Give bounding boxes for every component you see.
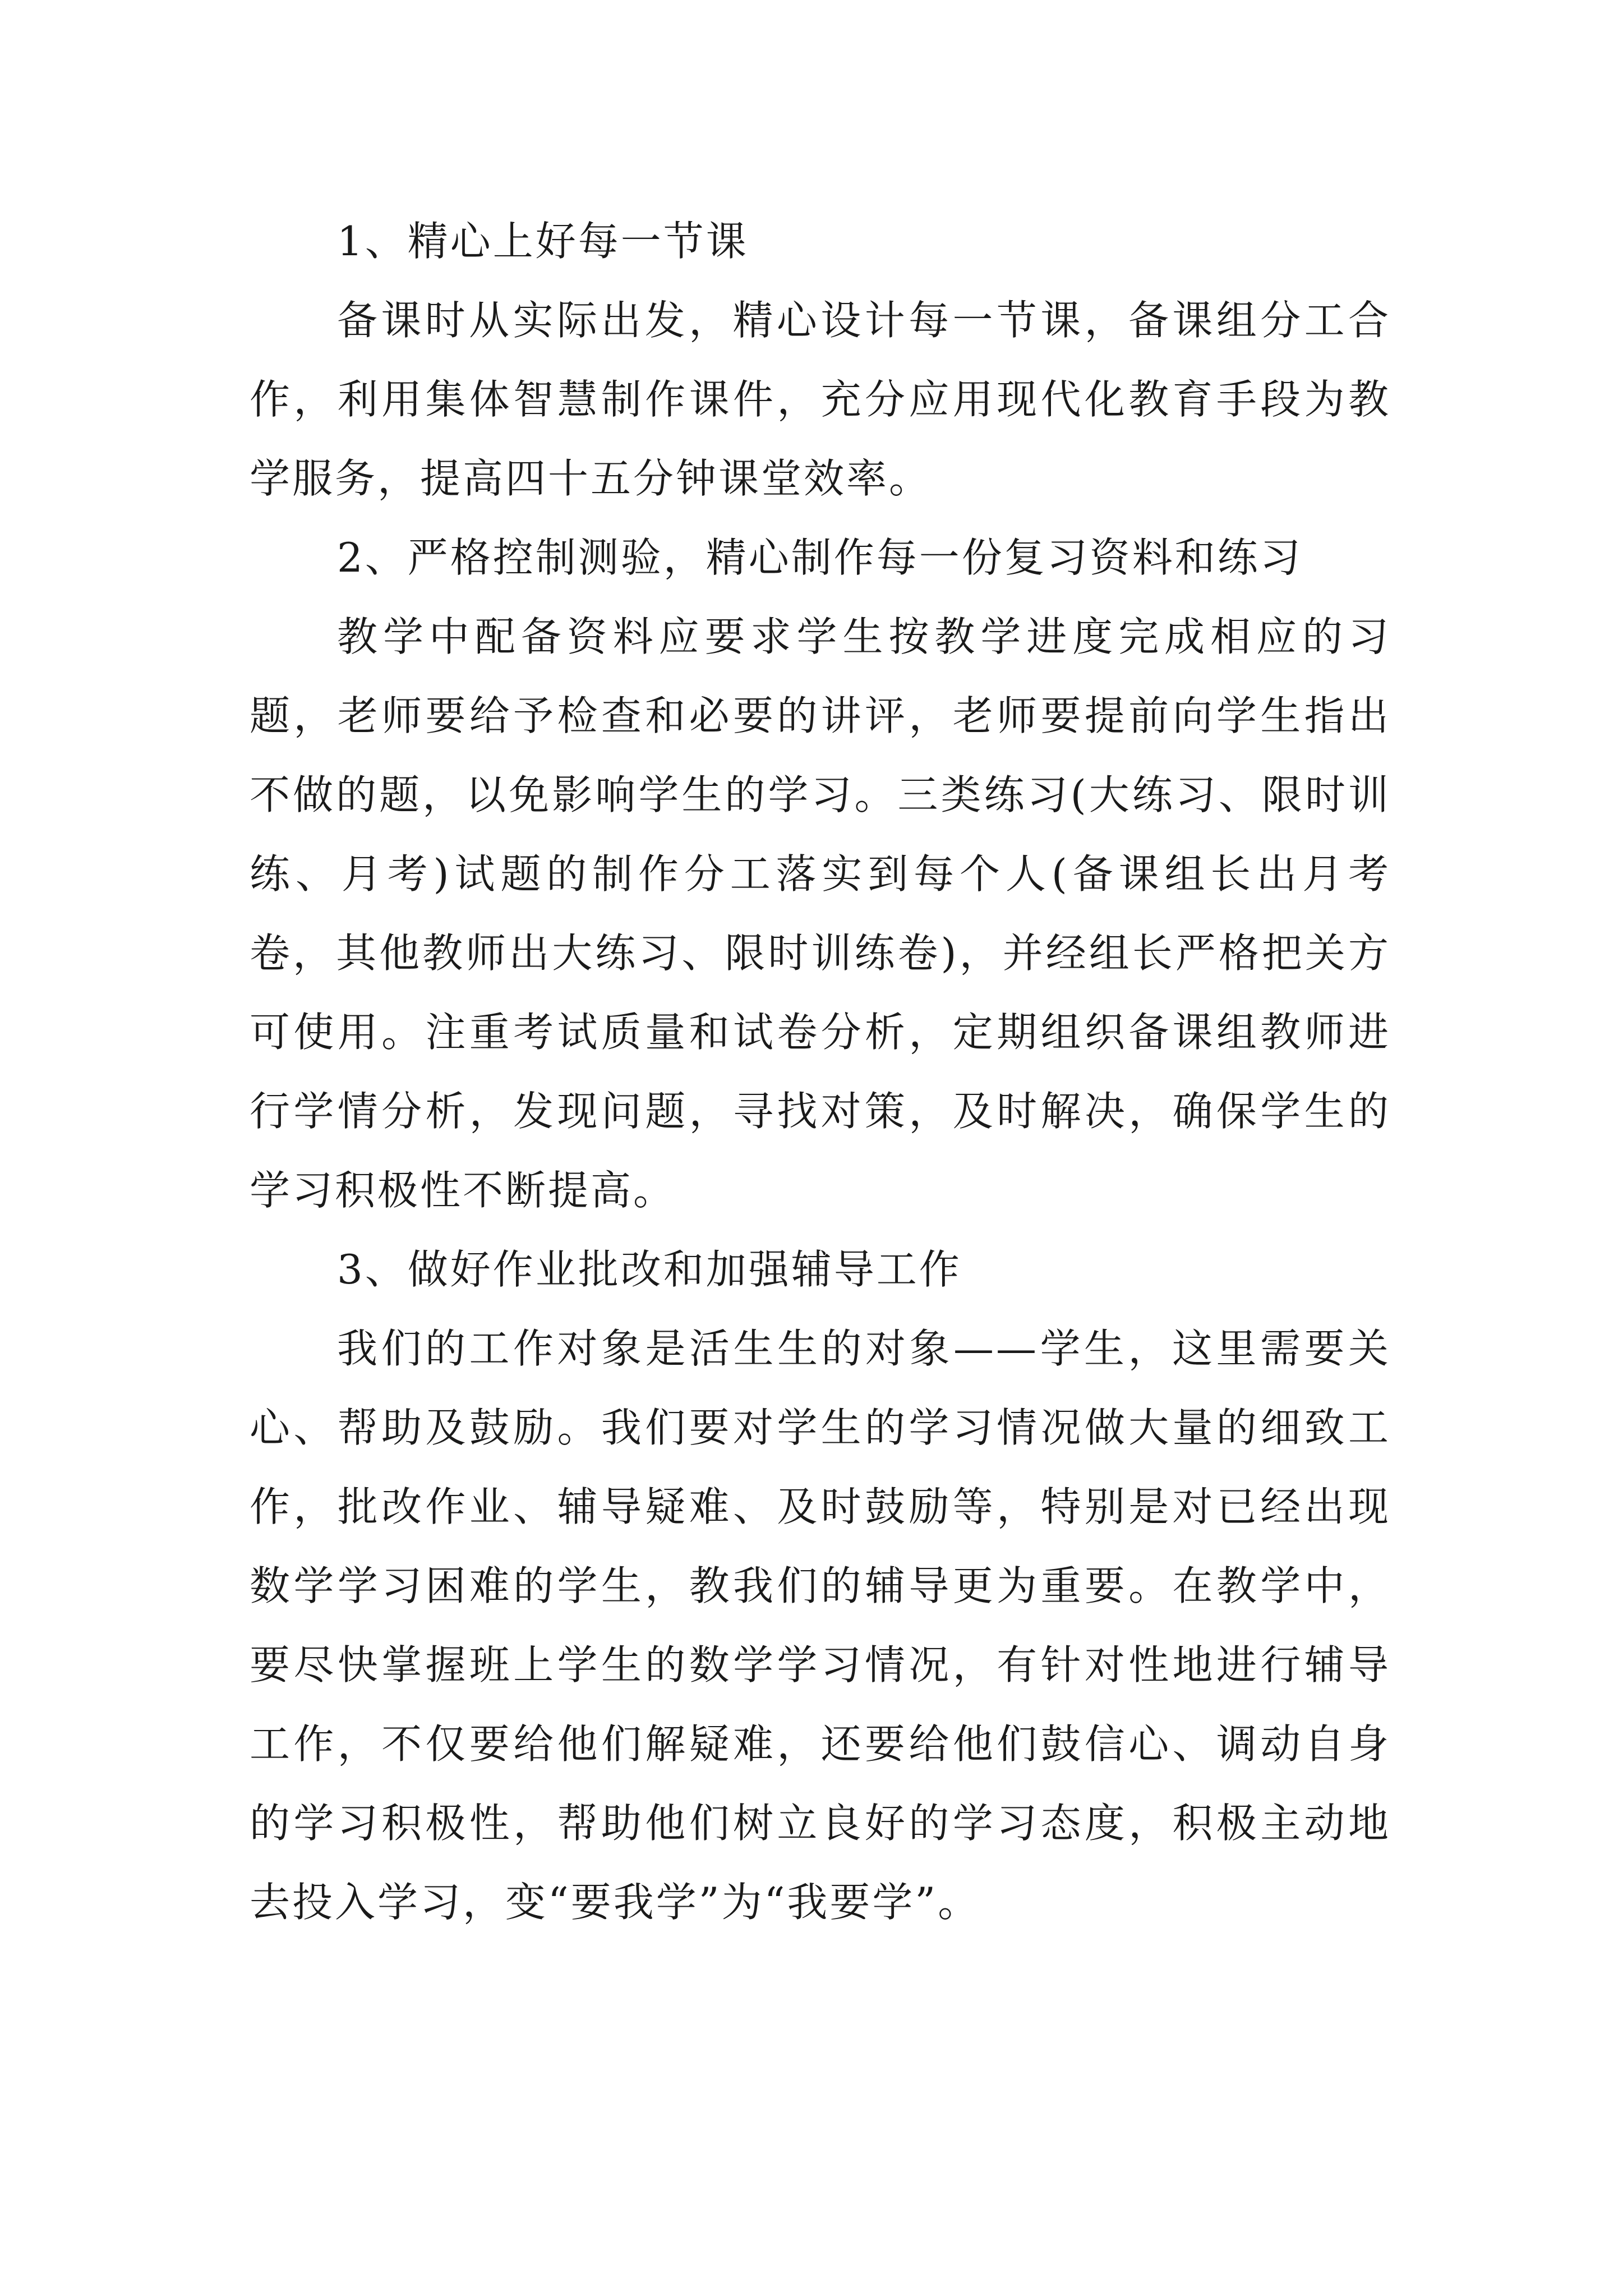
document-body bbox=[250, 202, 1391, 1942]
section-heading-2: 2、严格控制测验，精心制作每一份复习资料和练习 bbox=[337, 534, 1303, 581]
body-paragraph-1: 备课时从实际出发，精心设计每一节课，备课组分工合作，利用集体智慧制作课件，充分应用现代化教育手段为教学服务，提高四十五分钟课堂效率。 bbox=[250, 297, 1391, 502]
body-paragraph-3: 我们的工作对象是活生生的对象——学生，这里需要关心、帮助及鼓励。我们要对学生的学习情况做大量的细致工作，批改作业、辅导疑难、及时鼓励等，特别是对已经出现数学学习困难的学生，教我们的辅导更为重要。在教学中，要尽快掌握班上学生的数学学习情况，有针对性地进行辅导工作，不仅要给他们解疑难，还要给他们鼓信心、调动自身的学习积极性，帮助他们树立良好的学习态度，积极主动地去投入学习，变“要我学”为“我要学”。 bbox=[250, 1325, 1391, 1926]
section-heading-3: 3、做好作业批改和加强辅导工作 bbox=[337, 1246, 962, 1293]
section-heading-1: 1、精心上好每一节课 bbox=[337, 218, 749, 265]
body-paragraph-2: 教学中配备资料应要求学生按教学进度完成相应的习题，老师要给予检查和必要的讲评，老师要提前向学生指出不做的题，以免影响学生的学习。三类练习(大练习、限时训练、月考)试题的制作分工落实到每个人(备课组长出月考卷，其他教师出大练习、限时训练卷)，并经组长严格把关方可使用。注重考试质量和试卷分析，定期组织备课组教师进行学情分析，发现问题，寻找对策，及时解决，确保学生的学习积极性不断提高。 bbox=[250, 613, 1391, 1214]
